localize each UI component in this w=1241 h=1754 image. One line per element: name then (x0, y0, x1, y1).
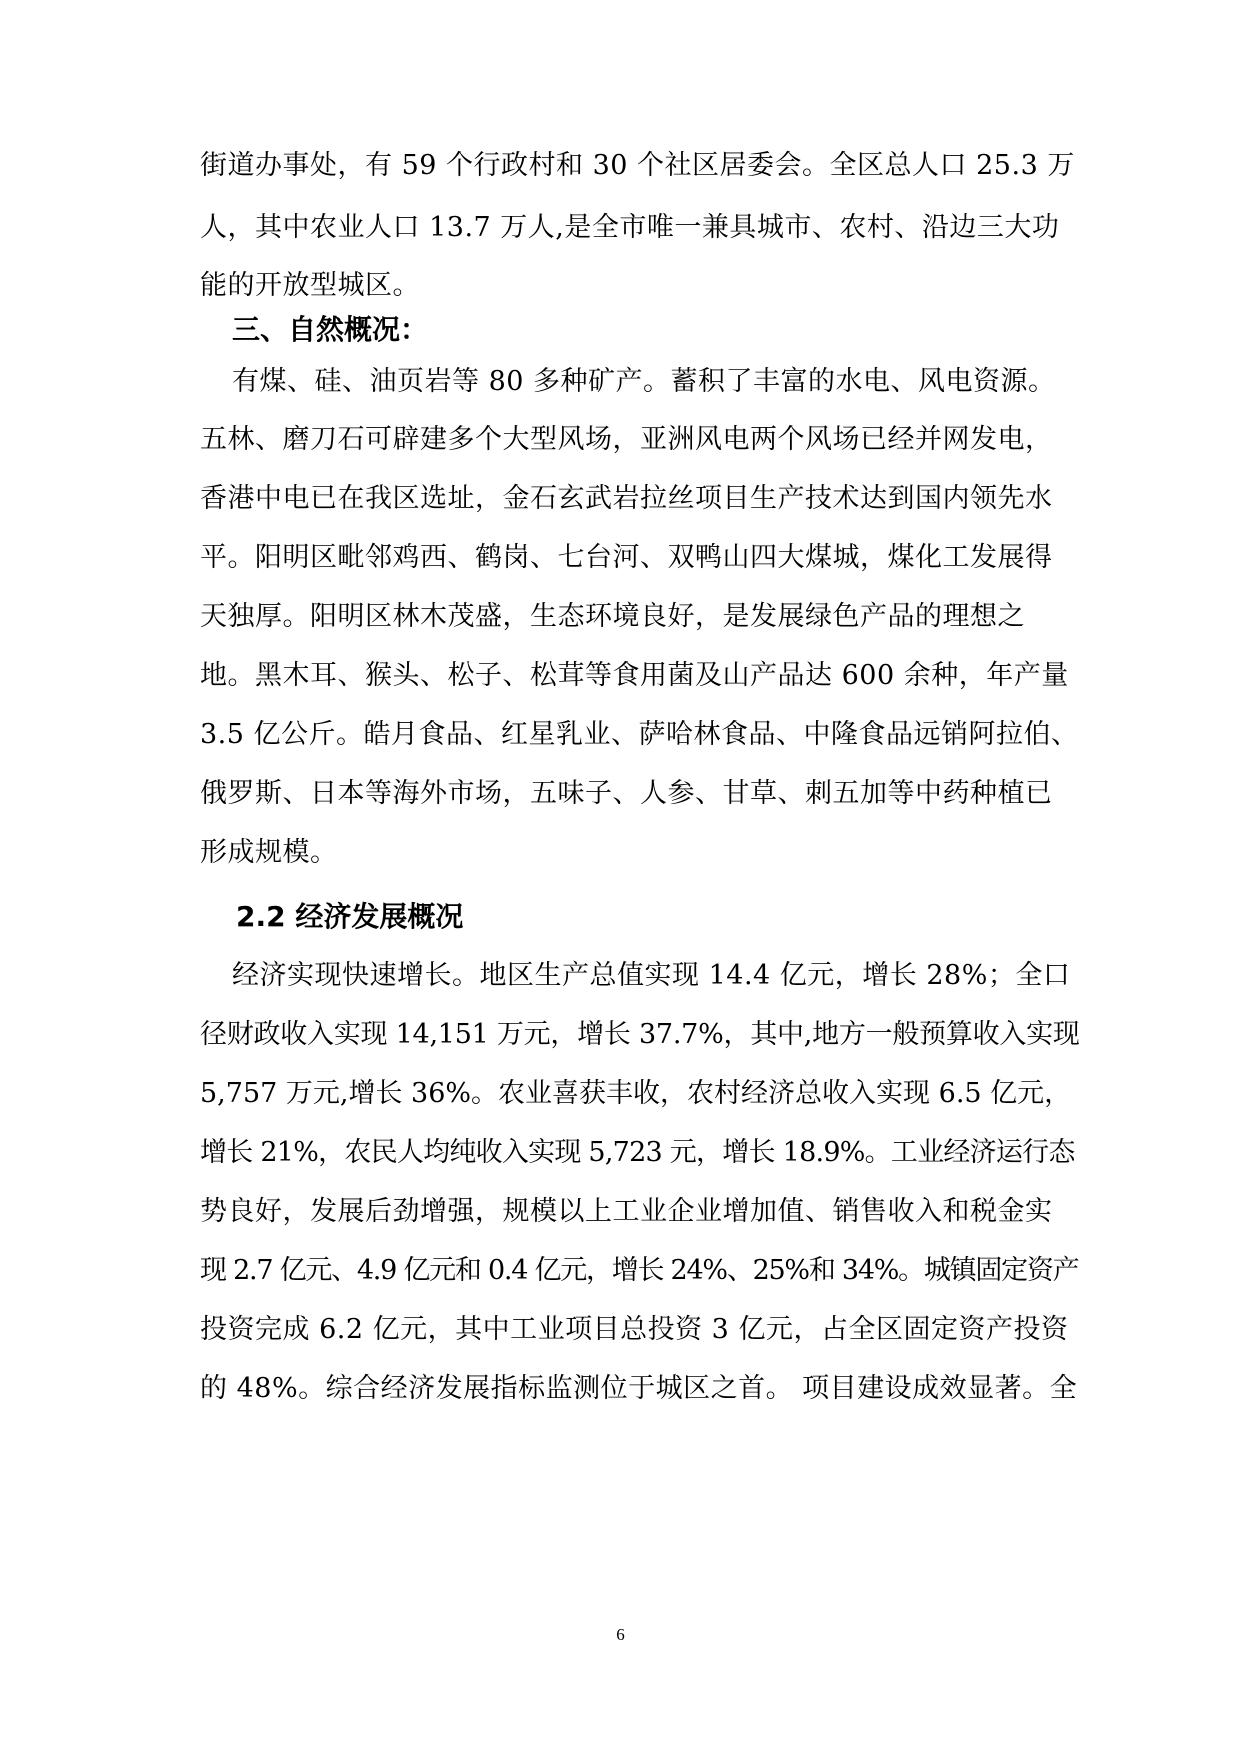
paragraph-line: 现 2.7 亿元、4.9 亿元和 0.4 亿元，增长 24%、25%和 34%。城镇固定资产 (200, 1255, 1079, 1286)
paragraph-line: 人，其中农业人口 13.7 万人,是全市唯一兼具城市、农村、沿边三大功 (200, 212, 1060, 243)
paragraph-line: 街道办事处，有 59 个行政村和 30 个社区居委会。全区总人口 25.3 万 (200, 150, 1075, 181)
paragraph-line: 增长 21%，农民人均纯收入实现 5,723 元，增长 18.9%。工业经济运行态 (200, 1137, 1075, 1168)
paragraph-line: 经济实现快速增长。地区生产总值实现 14.4 亿元，增长 28%；全口 (232, 960, 1071, 991)
paragraph-line: 能的开放型城区。 (200, 270, 420, 301)
paragraph-line: 俄罗斯、日本等海外市场，五味子、人参、甘草、刺五加等中药种植已 (200, 778, 1053, 809)
paragraph-line: 五林、磨刀石可辟建多个大型风场，亚洲风电两个风场已经并网发电， (200, 424, 1053, 455)
section-heading-natural: 三、自然概况： (232, 313, 429, 346)
paragraph-line: 地。黑木耳、猴头、松子、松茸等食用菌及山产品达 600 余种，年产量 (200, 660, 1069, 691)
paragraph-line: 3.5 亿公斤。皓月食品、红星乳业、萨哈林食品、中隆食品远销阿拉伯、 (200, 719, 1079, 750)
paragraph-line: 有煤、硅、油页岩等 80 多种矿产。蓄积了丰富的水电、风电资源。 (232, 366, 1056, 397)
section-heading-economy: 2.2 经济发展概况 (236, 900, 464, 933)
paragraph-line: 势良好，发展后劲增强，规模以上工业企业增加值、销售收入和税金实 (200, 1196, 1053, 1227)
paragraph-line: 投资完成 6.2 亿元，其中工业项目总投资 3 亿元，占全区固定资产投资 (200, 1314, 1069, 1345)
paragraph-line: 天独厚。阳明区林木茂盛，生态环境良好，是发展绿色产品的理想之 (200, 601, 1025, 632)
paragraph-line: 的 48%。综合经济发展指标监测位于城区之首。 项目建设成效显著。全 (200, 1373, 1078, 1404)
page-number: 6 (616, 1625, 625, 1644)
paragraph-line: 5,757 万元,增长 36%。农业喜获丰收，农村经济总收入实现 6.5 亿元， (200, 1078, 1072, 1109)
paragraph-line: 径财政收入实现 14,151 万元，增长 37.7%，其中,地方一般预算收入实现 (200, 1019, 1080, 1050)
paragraph-line: 平。阳明区毗邻鸡西、鹤岗、七台河、双鸭山四大煤城，煤化工发展得 (200, 542, 1053, 573)
paragraph-line: 形成规模。 (200, 837, 338, 868)
paragraph-line: 香港中电已在我区选址，金石玄武岩拉丝项目生产技术达到国内领先水 (200, 483, 1053, 514)
